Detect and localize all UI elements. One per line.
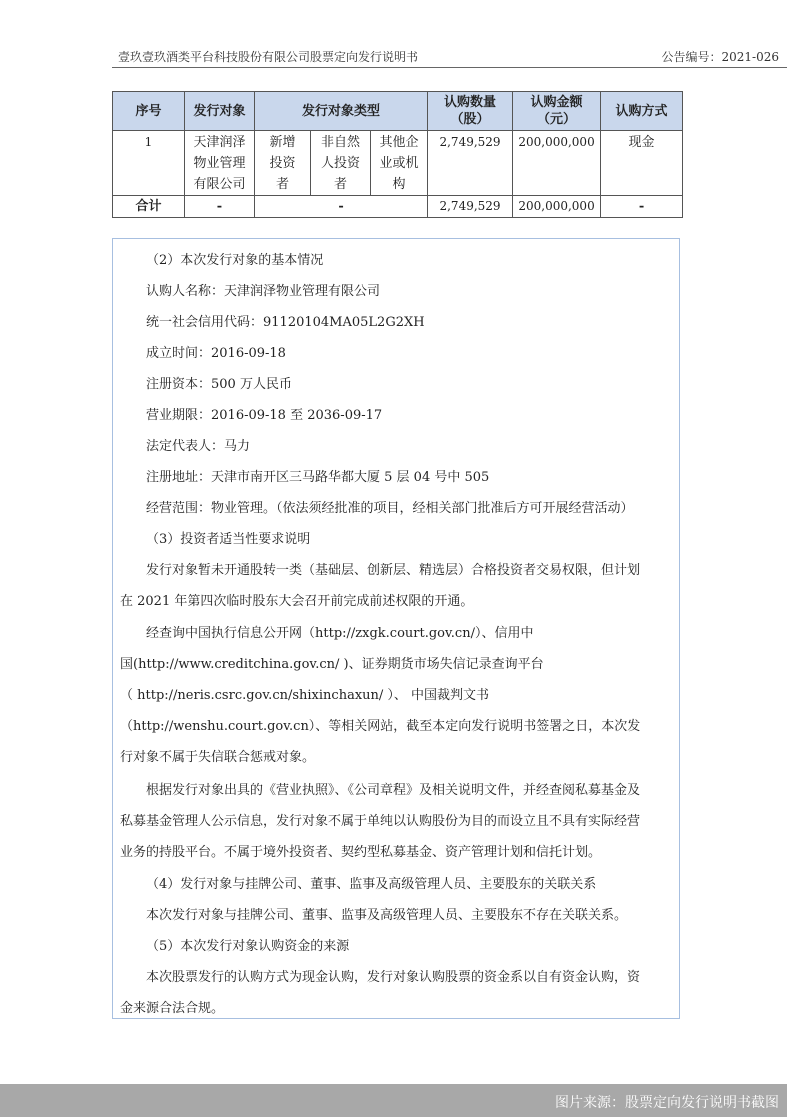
s3-para1-line2: 在 2021 年第四次临时股东大会召开前完成前述权限的开通。 bbox=[120, 594, 474, 609]
header-target-type: 发行对象类型 bbox=[255, 92, 428, 131]
cell-type-new-investor: 新增 投资 者 bbox=[255, 131, 311, 196]
header-divider bbox=[112, 67, 787, 68]
table-total-row bbox=[113, 196, 683, 218]
s3-para3-line3: 业务的持股平台。不属于境外投资者、契约型私募基金、资产管理计划和信托计划。 bbox=[120, 845, 602, 860]
cell-target: 天津润泽 物业管理 有限公司 bbox=[185, 131, 255, 196]
cell-method: 现金 bbox=[601, 131, 683, 196]
s3-para2-line5: 行对象不属于失信联合惩戒对象。 bbox=[120, 750, 316, 765]
header-announcement-number: 公告编号：2021-026 bbox=[661, 50, 779, 64]
total-label: 合计 bbox=[113, 196, 185, 218]
table-header-row bbox=[113, 92, 683, 131]
founded-date: 成立时间：2016-09-18 bbox=[146, 346, 286, 361]
header-method: 认购方式 bbox=[601, 92, 683, 131]
total-quantity: 2,749,529 bbox=[428, 196, 513, 218]
total-target-dash: - bbox=[185, 196, 255, 218]
business-scope: 经营范围：物业管理。（依法须经批准的项目，经相关部门批准后方可开展经营活动） bbox=[146, 501, 634, 516]
legal-representative: 法定代表人：马力 bbox=[146, 439, 251, 454]
s3-para2-line4: （http://wenshu.court.gov.cn）、等相关网站，截至本定向发行说明书签署之日，本次发 bbox=[120, 719, 641, 734]
total-method-dash: - bbox=[601, 196, 683, 218]
total-amount: 200,000,000 bbox=[513, 196, 601, 218]
s3-para2-line3: （ http://neris.csrc.gov.cn/shixinchaxun/ ）、 中国裁判文书 bbox=[120, 688, 490, 703]
section-5-title: （5）本次发行对象认购资金的来源 bbox=[146, 939, 350, 954]
cell-type-non-natural: 非自然 人投资 者 bbox=[311, 131, 371, 196]
cell-type-other-entity: 其他企 业或机 构 bbox=[371, 131, 428, 196]
s5-para-line2: 金来源合法合规。 bbox=[120, 1001, 225, 1016]
s3-para3-line2: 私募基金管理人公示信息，发行对象不属于单纯以认购股份为目的而设立且不具有实际经营 bbox=[120, 814, 641, 829]
subscription-table bbox=[112, 91, 683, 218]
footer-bar bbox=[0, 1084, 787, 1117]
subscriber-name: 认购人名称：天津润泽物业管理有限公司 bbox=[146, 284, 381, 299]
section-2-title: （2）本次发行对象的基本情况 bbox=[146, 253, 324, 268]
s3-para2-line2: 国(http://www.creditchina.gov.cn/ )、证券期货市场失信记录查询平台 bbox=[120, 657, 544, 672]
header-target: 发行对象 bbox=[185, 92, 255, 131]
section-4-title: （4）发行对象与挂牌公司、董事、监事及高级管理人员、主要股东的关联关系 bbox=[146, 877, 597, 892]
s3-para1-line1: 发行对象暂未开通股转一类（基础层、创新层、精选层）合格投资者交易权限，但计划 bbox=[146, 563, 641, 578]
registered-capital: 注册资本：500 万人民币 bbox=[146, 377, 292, 392]
section-3-title: （3）投资者适当性要求说明 bbox=[146, 532, 311, 547]
header-document-title: 壹玖壹玖酒类平台科技股份有限公司股票定向发行说明书 bbox=[118, 50, 419, 64]
table-row bbox=[113, 131, 683, 196]
total-type-dash: - bbox=[255, 196, 428, 218]
image-source-caption: 图片来源：股票定向发行说明书截图 bbox=[555, 1095, 779, 1111]
s5-para-line1: 本次股票发行的认购方式为现金认购，发行对象认购股票的资金系以自有资金认购，资 bbox=[146, 970, 641, 985]
header-amount: 认购金额 （元） bbox=[513, 92, 601, 131]
s3-para2-line1: 经查询中国执行信息公开网（http://zxgk.court.gov.cn/）、信用中 bbox=[146, 626, 534, 641]
credit-code: 统一社会信用代码：91120104MA05L2G2XH bbox=[146, 315, 425, 330]
header-quantity: 认购数量 （股） bbox=[428, 92, 513, 131]
s3-para3-line1: 根据发行对象出具的《营业执照》、《公司章程》及相关说明文件，并经查阅私募基金及 bbox=[146, 783, 641, 798]
registered-address: 注册地址：天津市南开区三马路华都大厦 5 层 04 号中 505 bbox=[146, 470, 490, 485]
cell-quantity: 2,749,529 bbox=[428, 131, 513, 196]
cell-no: 1 bbox=[113, 131, 185, 196]
business-term: 营业期限：2016-09-18 至 2036-09-17 bbox=[146, 408, 383, 423]
cell-amount: 200,000,000 bbox=[513, 131, 601, 196]
s4-paragraph: 本次发行对象与挂牌公司、董事、监事及高级管理人员、主要股东不存在关联关系。 bbox=[146, 908, 628, 923]
header-no: 序号 bbox=[113, 92, 185, 131]
